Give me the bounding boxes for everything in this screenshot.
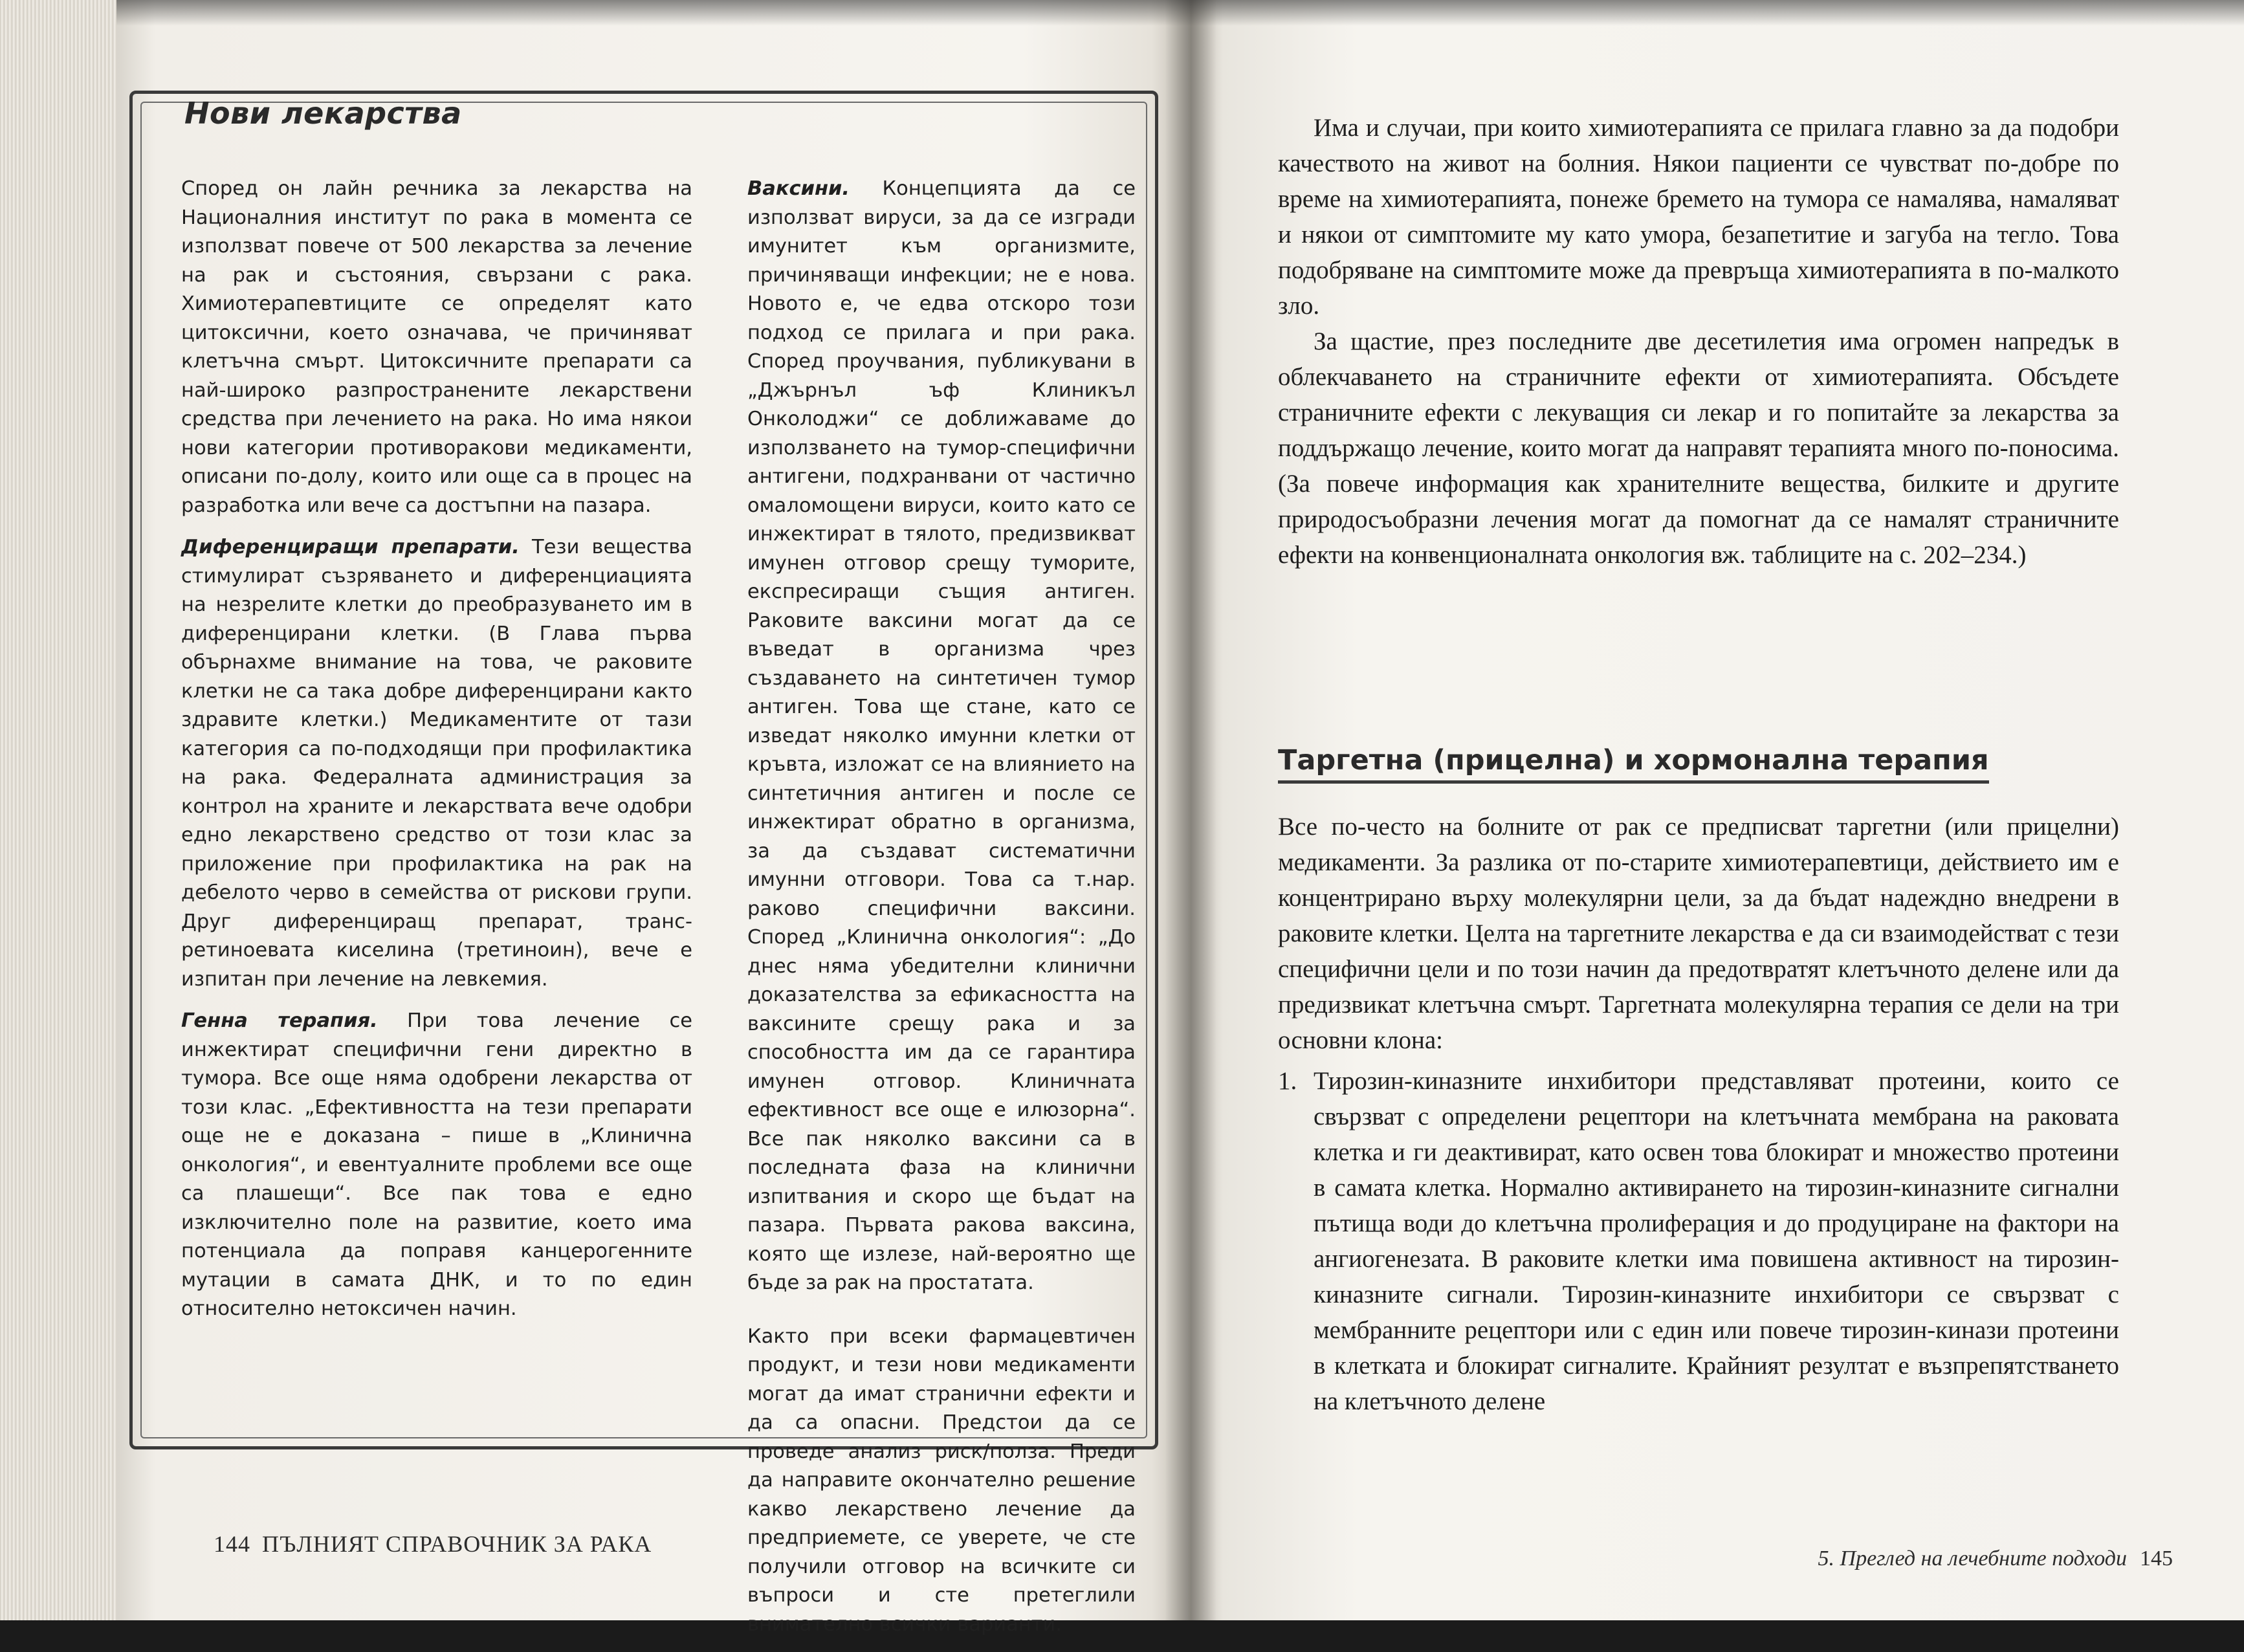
- book-gutter: [1165, 0, 1216, 1620]
- paragraph: [747, 175, 1136, 1298]
- right-text-block-1: [1278, 110, 2119, 573]
- paragraph-lead: Генна терапия.: [181, 1009, 378, 1032]
- paragraph-text: Тези вещества стимулират съзряването и диференциацията на незрелите клетки до преобразуването им в диференцирани клетки. (В Глава първа обърнахме внимание на това, че раковите клетки не са така добре диференцирани както здравите клетки.) Медикаментите от тази категория са по-подходящи при профилактика на рака. Федералната администрация за контрол на храните и лекарствата вече одобри едно лекарствено средство от този клас за приложение при профилактика на рак на дебелото черво в семейства от рискови групи. Друг диференциращ препарат, транс-ретиноевата киселина (третиноин), вече е изпитан при лечение на левкемия.: [181, 536, 692, 991]
- paragraph-text: Концепцията да се използват вируси, за да се изгради имунитет към организмите, причиняващи инфекции; не е нова. Новото е, че едва отскоро този подход се прилага и при рака. Според проучвания, публикувани в „Джърнъл ъф Клиникъл Онколоджи“ се доближаваме до използването на тумор-специфични антигени, подхранвани от частично омаломощени вируси, които като се инжектират в тялото, предизвикват имунен отговор срещу туморите, експресиращи същия антиген. Раковите ваксини могат да се въведат в организма чрез създаването на синтетичен тумор антиген. Това ще стане, като се изведат няколко имунни клетки от кръвта, изложат се на влиянието на синтетичния антиген и после се инжектират обратно в организма, за да създават систематични имунни отговори. Това са т.нар. раково специфични ваксини. Според „Клинична онкология“: „До днес няма убедителни клинични доказателства за ефикасността на ваксините срещу рака и за способността им да се гарантира имунен отговор. Клиничната ефективност все още е илюзорна“. Все пак няколко ваксини са в последната фаза на клинични изпитвания и скоро ще бъдат на пазара. Първата ракова ваксина, която ще излезе, най-вероятно ще бъде за рак на простатата.: [747, 177, 1136, 1294]
- list-item: [1278, 1063, 2119, 1419]
- top-shadow: [116, 0, 2244, 26]
- paragraph-text: Според он лайн речника за лекарства на Националния институт по рака в момента се използват повече от 500 лекарства за лечение на рак и състояния, свързани с рака. Химиотерапевтиците се определят като цитоксични, което означава, че причиняват клетъчна смърт. Цитоксичните препарати са най-широко разпространените лекарствени средства при лечението на рака. Но има някои нови категории противоракови медикаменти, описани по-долу, които или още са в процес на разработка или вече са достъпни на пазара.: [181, 177, 692, 517]
- list-number: 1.: [1278, 1067, 1297, 1095]
- sidebar-column-1: [181, 175, 692, 1337]
- paragraph: За щастие, през последните две десетилетия има огромен напредък в облекчаването на страничните ефекти от химиотерапията. Обсъдете страничните ефекти с лекуващия си лекар и го попитайте за лекарства за поддържащо лечение, които могат да направят терапията много по-поносима. (За повече информация как хранителните вещества, билките и другите природосъобразни лечения могат да помогнат да се намалят страничните ефекти на конвенционалната онкология вж. таблиците на с. 202–234.): [1278, 327, 2119, 569]
- paragraph: Все по-често на болните от рак се предписват таргетни (или прицелни) медикаменти. За разлика от по-старите химиотерапевтици, действието им е концентрирано върху молекулярни цели, за да бъдат надеждно внедрени в раковите клетки. Целта на таргетните лекарства е да си взаимодействат с тези специфични цели и по този начин да предотвратят клетъчното делене или да предизвикат клетъчна смърт. Таргетната молекулярна терапия се дели на три основни клона:: [1278, 813, 2119, 1054]
- numbered-list: [1278, 1063, 2119, 1419]
- left-running-footer: [214, 1530, 652, 1558]
- page-edges: [0, 0, 116, 1620]
- sidebar-title: Нови лекарства: [184, 96, 462, 131]
- page-number: 144: [214, 1531, 250, 1557]
- paragraph: [181, 533, 692, 994]
- paragraph: [181, 1007, 692, 1324]
- paragraph-lead: Диференциращи препарати.: [181, 536, 520, 558]
- book-title: ПЪЛНИЯТ СПРАВОЧНИК ЗА РАКА: [262, 1531, 652, 1557]
- right-text-block-2: [1278, 809, 2119, 1419]
- section-heading: Таргетна (прицелна) и хормонална терапия: [1278, 744, 1989, 784]
- paragraph: [747, 1323, 1136, 1640]
- paragraph: [181, 175, 692, 520]
- list-item-text: Тирозин-киназните инхибитори представляват протеини, които се свързват с определени рецептори на клетъчната мембрана на раковата клетка и ги деактивират, като освен това блокират и множество протеини в самата клетка. Нормално активирането на тирозин-киназните сигнални пътища води до клетъчна пролиферация и до продуциране на фактори на ангиогенезата. В раковите клетки има повишена активност на тирозин-киназните сигнали. Тирозин-киназните инхибитори се свързват с мембранните рецептори или с един или повече тирозин-кинази протеини в клетката и блокират сигналите. Крайният резултат е възпрепятстването на клетъчното делене: [1314, 1067, 2119, 1415]
- sidebar-column-2: [747, 175, 1136, 1652]
- chapter-title: 5. Преглед на лечебните подходи: [1818, 1547, 2127, 1570]
- paragraph-text: Както при всеки фармацевтичен продукт, и тези нови медикаменти могат да имат странични ефекти и да са опасни. Предстои да се проведе анализ риск/полза. Преди да направите окончателно решение какво лекарствено лечение да предприемете, се уверете, че сте получили отговор на всичките си въпроси и сте претеглили внимателно всички варианти.: [747, 1325, 1136, 1636]
- paragraph: Има и случаи, при които химиотерапията се прилага главно за да подобри качеството на живот на болния. Някои пациенти се чувстват по-добре по време на химиотерапията, понеже бремето на тумора се намалява, намаляват и някои от симптомите му като умора, безапетитие и загуба на тегло. Това подобряване на симптомите може да превръща химиотерапията в по-малкото зло.: [1278, 114, 2119, 320]
- page-number: 145: [2140, 1547, 2173, 1570]
- right-running-footer: [1818, 1547, 2173, 1571]
- paragraph-lead: Ваксини.: [747, 177, 850, 200]
- paragraph-text: При това лечение се инжектират специфични гени директно в тумора. Все още няма одобрени лекарства от този клас. „Ефективността на тези препарати още не е доказана – пише в „Клинична онкология“, и евентуалните проблеми все още са плашещи“. Все пак това е едно изключително поле на развитие, което има потенциала да поправя канцерогенните мутации в самата ДНК, и то по един относително нетоксичен начин.: [181, 1009, 692, 1320]
